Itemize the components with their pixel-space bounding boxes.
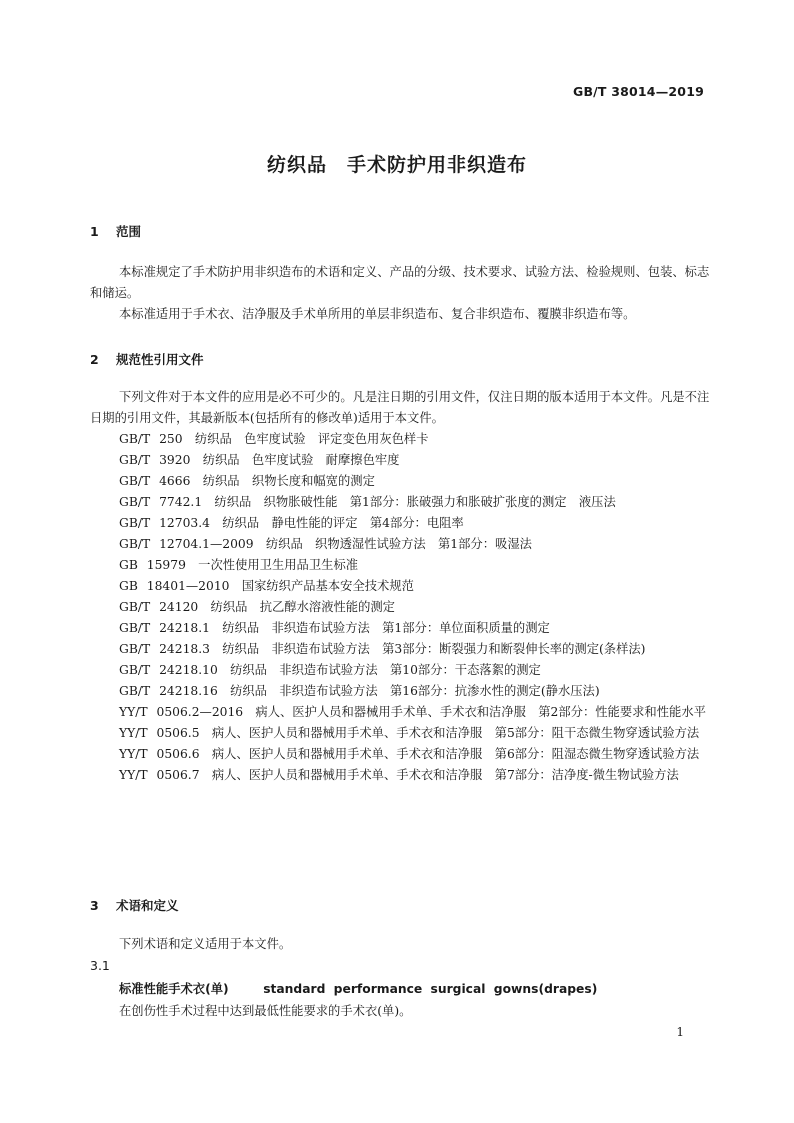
reference-item: GB/T 250 纺织品 色牢度试验 评定变色用灰色样卡: [119, 432, 429, 446]
term-english: standard performance surgical gowns(drapes): [263, 982, 598, 996]
section-2-heading: [90, 350, 204, 368]
page-number: 1: [676, 1025, 684, 1039]
reference-item: GB/T 3920 纺织品 色牢度试验 耐摩擦色牢度: [119, 453, 400, 467]
reference-item: GB 15979 一次性使用卫生用品卫生标准: [119, 558, 359, 572]
paragraph: 本标准适用于手术衣、洁净服及手术单所用的单层非织造布、复合非织造布、覆膜非织造布等。: [119, 307, 636, 321]
reference-item: GB/T 12704.1—2009 纺织品 织物透湿性试验方法 第1部分：吸湿法: [119, 537, 532, 551]
paragraph: 本标准规定了手术防护用非织造布的术语和定义、产品的分级、技术要求、试验方法、检验规则、包装、标志和储运。: [90, 265, 710, 300]
term-chinese: 标准性能手术衣(单): [119, 982, 229, 996]
reference-item: YY/T 0506.2—2016 病人、医护人员和器械用手术单、手术衣和洁净服 第2部分：性能要求和性能水平: [119, 705, 706, 719]
section-number: 1: [90, 224, 99, 239]
reference-item: YY/T 0506.7 病人、医护人员和器械用手术单、手术衣和洁净服 第7部分：洁净度-微生物试验方法: [119, 768, 679, 782]
reference-item: YY/T 0506.5 病人、医护人员和器械用手术单、手术衣和洁净服 第5部分：阻干态微生物穿透试验方法: [119, 726, 700, 740]
section-3-heading: [90, 896, 179, 914]
section-title: 范围: [116, 224, 142, 239]
reference-item: GB/T 24120 纺织品 抗乙醇水溶液性能的测定: [119, 600, 395, 614]
term-heading: [119, 979, 597, 997]
section-number: 2: [90, 352, 99, 367]
reference-item: YY/T 0506.6 病人、医护人员和器械用手术单、手术衣和洁净服 第6部分：阻湿态微生物穿透试验方法: [119, 747, 700, 761]
section-1-heading: [90, 222, 141, 240]
paragraph: 下列文件对于本文件的应用是必不可少的。凡是注日期的引用文件，仅注日期的版本适用于本文件。凡是不注日期的引用文件，其最新版本(包括所有的修改单)适用于本文件。: [90, 390, 710, 425]
section-3-intro: 下列术语和定义适用于本文件。: [119, 937, 292, 951]
term-number: 3.1: [90, 958, 110, 973]
reference-item: GB/T 7742.1 纺织品 织物胀破性能 第1部分：胀破强力和胀破扩张度的测定 液压法: [119, 495, 616, 509]
reference-item: GB/T 4666 纺织品 织物长度和幅宽的测定: [119, 474, 375, 488]
document-title: 纺织品 手术防护用非织造布: [266, 154, 527, 176]
reference-item: GB/T 24218.10 纺织品 非织造布试验方法 第10部分：干态落絮的测定: [119, 663, 541, 677]
section-title: 规范性引用文件: [116, 352, 204, 367]
reference-item: GB/T 24218.16 纺织品 非织造布试验方法 第16部分：抗渗水性的测定(静水压法): [119, 684, 600, 698]
term-definition: 在创伤性手术过程中达到最低性能要求的手术衣(单)。: [119, 1004, 412, 1018]
section-2-body: [90, 387, 710, 786]
standard-number: GB/T 38014—2019: [572, 84, 704, 99]
section-title: 术语和定义: [116, 898, 179, 913]
reference-item: GB/T 24218.1 纺织品 非织造布试验方法 第1部分：单位面积质量的测定: [119, 621, 550, 635]
section-1-body: [90, 262, 710, 325]
reference-item: GB/T 12703.4 纺织品 静电性能的评定 第4部分：电阻率: [119, 516, 464, 530]
reference-item: GB/T 24218.3 纺织品 非织造布试验方法 第3部分：断裂强力和断裂伸长率的测定(条样法): [119, 642, 646, 656]
section-number: 3: [90, 898, 99, 913]
reference-item: GB 18401—2010 国家纺织产品基本安全技术规范: [119, 579, 414, 593]
